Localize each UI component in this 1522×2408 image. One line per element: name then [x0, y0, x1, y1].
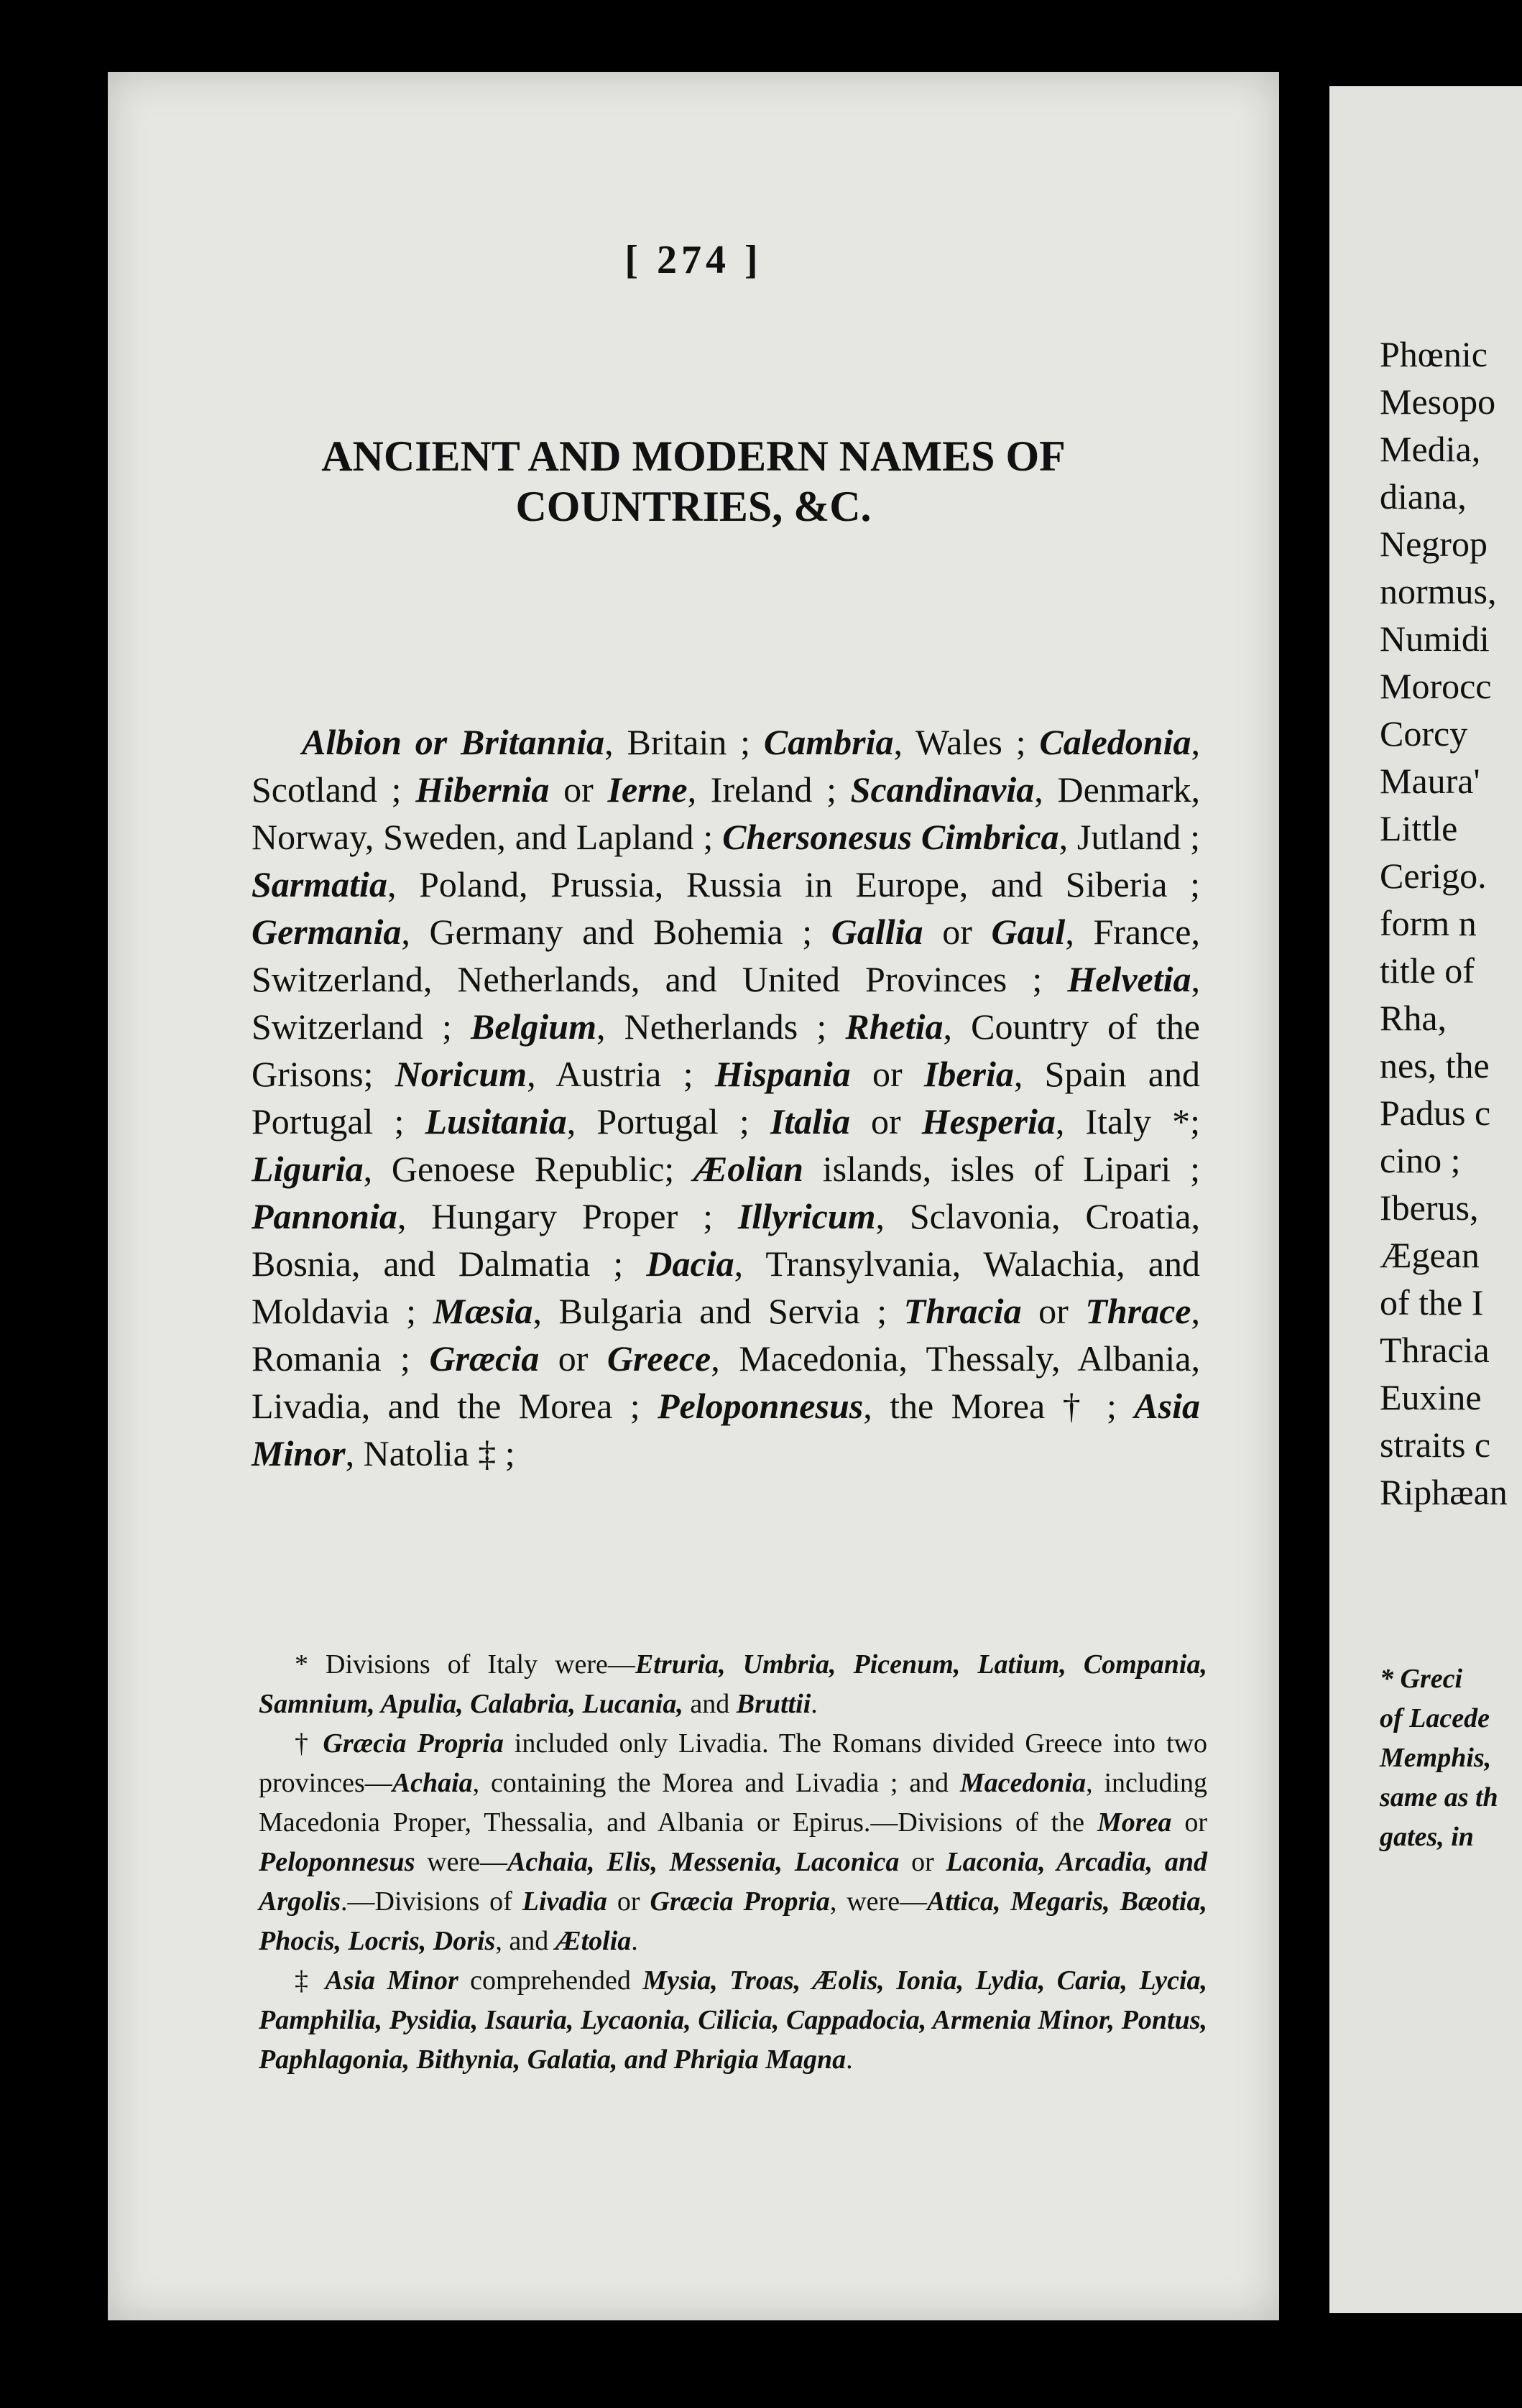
- page-title: ANCIENT AND MODERN NAMES OF COUNTRIES, &C.: [321, 432, 1066, 530]
- footnote-italic-run: Ætolia: [555, 1926, 632, 1956]
- adjacent-page-line: Cerigo.: [1380, 856, 1487, 896]
- body-italic-run: Illyricum: [737, 1196, 876, 1236]
- body-run: , France, Switzerland, Netherlands, and United Provinces ;: [252, 912, 1200, 999]
- body-run: , Jutland ;: [1059, 817, 1201, 857]
- body-italic-run: Scandinavia: [850, 769, 1035, 810]
- body-italic-run: Germania: [252, 912, 402, 952]
- body-italic-run: Hibernia: [415, 769, 550, 810]
- body-run: , Bulgaria and Servia ;: [532, 1291, 904, 1331]
- adjacent-page-line: Numidi: [1380, 619, 1490, 659]
- body-italic-run: Sarmatia: [252, 864, 387, 904]
- body-run: , Italy *;: [1055, 1101, 1201, 1142]
- body-run: , Country of the Grisons;: [252, 1006, 1200, 1094]
- body-run: , Sclavonia, Croatia, Bosnia, and Dalmatia ;: [252, 1196, 1200, 1284]
- adjacent-page-line: Little: [1380, 808, 1458, 848]
- body-run: or: [539, 1338, 607, 1379]
- body-run: , Transylvania, Walachia, and Moldavia ;: [252, 1244, 1200, 1331]
- body-run: , Britain ;: [604, 722, 764, 762]
- footnote-italic-run: Attica, Megaris, Bæotia, Phocis, Locris, Doris: [259, 1886, 1207, 1956]
- footnote-run: ‡: [295, 1965, 326, 1996]
- footnote: [259, 1961, 1207, 2080]
- body-run: , Poland, Prussia, Russia in Europe, and Siberia ;: [387, 864, 1200, 904]
- footnote-run: included only Livadia. The Romans divided Greece into two provinces—: [259, 1728, 1208, 1798]
- adjacent-page-line: diana,: [1380, 476, 1467, 517]
- body-italic-run: Helvetia: [1067, 959, 1191, 999]
- body-italic-run: Græcia: [429, 1338, 540, 1379]
- body-italic-run: Mæsia: [433, 1291, 533, 1331]
- footnote-run: .: [631, 1926, 638, 1956]
- footnote-run: or: [607, 1886, 650, 1917]
- body-run: islands, isles of Lipari ;: [803, 1149, 1200, 1189]
- body-italic-run: Æolian: [693, 1149, 803, 1189]
- footnote-italic-run: Laconia, Arcadia, and Argolis: [259, 1847, 1207, 1917]
- body-italic-run: Cambria: [763, 722, 894, 762]
- body-run: or: [1021, 1291, 1086, 1331]
- footnote-run: were—: [415, 1847, 508, 1877]
- body-run: , Scotland ;: [252, 722, 1200, 810]
- body-run: , Hungary Proper ;: [397, 1196, 738, 1236]
- footnote-run: comprehended: [458, 1965, 643, 1996]
- body-italic-run: Noricum: [395, 1054, 527, 1094]
- adjacent-page-note-line: gates, in: [1380, 1822, 1474, 1852]
- adjacent-page-note-line: Memphis,: [1380, 1743, 1492, 1773]
- body-run: or: [849, 1101, 922, 1142]
- adjacent-page-line: straits c: [1380, 1425, 1491, 1465]
- body-italic-run: Iberia: [923, 1054, 1014, 1094]
- adjacent-page-line: Padus c: [1380, 1093, 1491, 1133]
- body-italic-run: Liguria: [252, 1149, 364, 1189]
- body-run: , the Morea † ;: [863, 1386, 1135, 1426]
- footnote-italic-run: Macedonia: [959, 1768, 1087, 1798]
- adjacent-page-line: cino ;: [1380, 1140, 1461, 1180]
- body-italic-run: Thracia: [903, 1291, 1022, 1331]
- footnote-italic-run: Græcia Propria: [323, 1728, 504, 1759]
- adjacent-page-note-line: of Lacede: [1380, 1703, 1490, 1733]
- footnote-run: and: [683, 1689, 737, 1719]
- body-run: , Macedonia, Thessaly, Albania, Livadia, and the Morea ;: [252, 1338, 1200, 1426]
- adjacent-page-line: Morocc: [1380, 666, 1492, 706]
- footnote-run: , including Macedonia Proper, Thessalia, and Albania or Epirus.—Divisions of the: [259, 1768, 1207, 1838]
- adjacent-page-line: Riphæan: [1380, 1472, 1508, 1512]
- footnote-run: †: [295, 1728, 323, 1759]
- page-number: [ 274 ]: [624, 238, 762, 282]
- footnote-run: .: [846, 2045, 853, 2075]
- adjacent-page-line: form n: [1380, 903, 1477, 943]
- footnotes: [259, 1645, 1207, 2080]
- body-italic-run: Peloponnesus: [658, 1386, 864, 1426]
- footnote-italic-run: Achaia, Elis, Messenia, Laconica: [507, 1847, 900, 1877]
- body-run: , Genoese Republic;: [363, 1149, 694, 1189]
- footnote-run: , were—: [829, 1886, 928, 1917]
- footnote: [259, 1724, 1207, 1961]
- adjacent-page-line: Iberus,: [1380, 1187, 1479, 1228]
- footnote-run: or: [899, 1847, 946, 1877]
- adjacent-page-note-line: same as th: [1380, 1782, 1498, 1812]
- adjacent-page-line: Negrop: [1380, 524, 1488, 564]
- book-page: [108, 72, 1279, 2320]
- body-italic-run: Hesperia: [921, 1101, 1056, 1142]
- adjacent-page-fragment: [1329, 86, 1522, 2313]
- body-italic-run: Albion or Britannia: [302, 722, 605, 762]
- adjacent-page-note-line: * Greci: [1380, 1664, 1463, 1694]
- body-italic-run: Rhetia: [845, 1006, 944, 1047]
- adjacent-page-line: nes, the: [1380, 1045, 1490, 1085]
- body-italic-run: Caledonia: [1039, 722, 1191, 762]
- body-italic-run: Hispania: [714, 1054, 851, 1094]
- body-italic-run: Belgium: [470, 1006, 596, 1047]
- body-italic-run: Gallia: [831, 912, 923, 952]
- body-run: , Switzerland ;: [252, 959, 1200, 1047]
- adjacent-page-line: normus,: [1380, 571, 1497, 611]
- footnote-run: .: [811, 1689, 818, 1719]
- body-italic-run: Pannonia: [252, 1196, 397, 1236]
- body-run: or: [549, 769, 608, 810]
- body-italic-run: Thrace: [1085, 1291, 1191, 1331]
- body-run: , Netherlands ;: [596, 1006, 846, 1047]
- footnote-italic-run: Achaia: [392, 1768, 473, 1798]
- footnote-italic-run: Livadia: [522, 1886, 607, 1917]
- body-run: , Germany and Bohemia ;: [401, 912, 831, 952]
- body-run: or: [923, 912, 992, 952]
- footnote-italic-run: Etruria, Umbria, Picenum, Latium, Compania, Samnium, Apulia, Calabria, Lucania,: [259, 1649, 1207, 1719]
- adjacent-page-line: Euxine: [1380, 1377, 1482, 1417]
- footnote-italic-run: Græcia Propria: [650, 1886, 830, 1917]
- adjacent-page-line: Media,: [1380, 429, 1481, 469]
- footnote-italic-run: Morea: [1097, 1807, 1172, 1838]
- adjacent-page-line: Ægean: [1380, 1235, 1480, 1275]
- footnote-run: or: [1171, 1807, 1208, 1838]
- adjacent-page-line: Thracia: [1380, 1330, 1490, 1370]
- body-italic-run: Chersonesus Cimbrica: [722, 817, 1059, 857]
- body-paragraph: [252, 718, 1200, 1477]
- body-italic-run: Gaul: [991, 912, 1066, 952]
- footnote-run: , containing the Morea and Livadia ; and: [472, 1768, 960, 1798]
- footnote-italic-run: Mysia, Troas, Æolis, Ionia, Lydia, Caria, Lycia, Pamphilia, Pysidia, Isauria, Lycaonia, Cilicia, Cappadocia, Armenia Minor, Pontus, Paphlagonia, Bithynia, Galatia, and Phrigia Magna: [259, 1965, 1207, 2075]
- body-italic-run: Dacia: [646, 1244, 734, 1284]
- footnote: [259, 1645, 1207, 1724]
- body-italic-run: Asia Minor: [252, 1386, 1200, 1473]
- adjacent-page-line: of the I: [1380, 1282, 1484, 1323]
- body-run: or: [850, 1054, 924, 1094]
- body-run: , Spain and Portugal ;: [252, 1054, 1200, 1142]
- body-italic-run: Lusitania: [425, 1101, 567, 1142]
- adjacent-page-lines: [1380, 330, 1508, 1516]
- adjacent-page-line: Maura': [1380, 761, 1480, 801]
- adjacent-page-line: Mesopo: [1380, 381, 1496, 422]
- adjacent-page-notes: [1380, 1659, 1498, 1857]
- footnote-italic-run: Peloponnesus: [259, 1847, 415, 1877]
- footnote-run: .—Divisions of: [341, 1886, 522, 1917]
- footnote-run: * Divisions of Italy were—: [295, 1649, 635, 1680]
- adjacent-page-line: Rha,: [1380, 998, 1447, 1038]
- body-run: , Austria ;: [527, 1054, 715, 1094]
- adjacent-page-line: Phœnic: [1380, 334, 1488, 374]
- body-italic-run: Ierne: [607, 769, 688, 810]
- footnote-italic-run: Bruttii: [736, 1689, 811, 1719]
- adjacent-page-line: Corcy: [1380, 713, 1468, 754]
- body-run: , Wales ;: [893, 722, 1040, 762]
- body-run: , Romania ;: [252, 1291, 1200, 1379]
- body-run: , Denmark, Norway, Sweden, and Lapland ;: [252, 769, 1201, 857]
- footnote-run: , and: [495, 1926, 555, 1956]
- body-run: , Natolia ‡ ;: [345, 1433, 515, 1473]
- body-italic-run: Italia: [770, 1101, 850, 1142]
- adjacent-page-line: title of: [1380, 950, 1475, 991]
- body-run: , Portugal ;: [566, 1101, 770, 1142]
- footnote-italic-run: Asia Minor: [325, 1965, 458, 1996]
- body-italic-run: Greece: [607, 1338, 711, 1379]
- body-run: , Ireland ;: [687, 769, 851, 810]
